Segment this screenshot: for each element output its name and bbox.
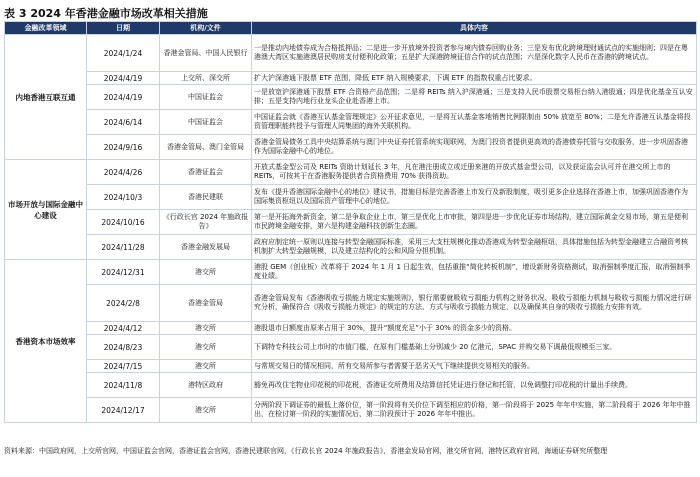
date-cell: 2024/11/8 xyxy=(87,373,160,398)
institution-cell: 香港金融发展局 xyxy=(160,235,252,260)
date-cell: 2024/8/23 xyxy=(87,335,160,360)
header-date: 日期 xyxy=(87,22,160,35)
date-cell: 2024/12/17 xyxy=(87,398,160,423)
institution-cell: 港交所 xyxy=(160,322,252,335)
content-cell: 中国证监会就《香港互认基金管理规定》公开征求意见，一是将互认基金客地销售比例限制由 50% 放宽至 80%；二是允许香港互认基金将投资管理职能转授予与管理人同集团的海外关联机构。 xyxy=(252,110,697,135)
date-cell: 2024/11/28 xyxy=(87,235,160,260)
institution-cell: 港交所 xyxy=(160,260,252,285)
institution-cell: 香港金管局、澳门金管局 xyxy=(160,135,252,160)
institution-cell: 中国证监会 xyxy=(160,110,252,135)
institution-cell: 中国证监会 xyxy=(160,85,252,110)
institution-cell: 港交所 xyxy=(160,398,252,423)
institution-cell: 香港金管局、中国人民银行 xyxy=(160,35,252,72)
date-cell: 2024/10/3 xyxy=(87,185,160,210)
institution-cell: 港交所 xyxy=(160,335,252,360)
area-cell: 市场开放与国际金融中心建设 xyxy=(5,160,87,260)
date-cell: 2024/12/31 xyxy=(87,260,160,285)
content-cell: 港股 GEM（创业板）改革将于 2024 年 1 月 1 日起生效，包括重推“简化转板机制”，增设新财务资格测试，取消强制季度汇报，取消强制季度业绩。 xyxy=(252,260,697,285)
content-cell: 第一是开拓海外新资金，第二是争取企业上市，第三是优化上市审批，第四是进一步优化证券市场结构，建立国际黄金交易市场，第五是便利市民跨境金融安排，第六是构建金融科技创新生态圈。 xyxy=(252,210,697,235)
date-cell: 2024/4/12 xyxy=(87,322,160,335)
institution-cell: 上交所、深交所 xyxy=(160,72,252,85)
date-cell: 2024/1/24 xyxy=(87,35,160,72)
institution-cell: 港交所 xyxy=(160,360,252,373)
institution-cell: 港特区政府 xyxy=(160,373,252,398)
table-header-row xyxy=(5,22,697,35)
table-row xyxy=(5,185,697,210)
institution-cell: 《行政长官 2024 年施政报告》 xyxy=(160,210,252,235)
table-title: 表 3 2024 年香港金融市场改革相关措施 xyxy=(4,7,208,20)
reform-measures-table xyxy=(4,21,697,423)
institution-cell: 香港证监会 xyxy=(160,160,252,185)
table-row xyxy=(5,110,697,135)
content-cell: 一是放宽沪深港通下股票 ETF 合资格产品范围；二是将 REITs 纳入沪深港通；三是支持人民币股票交易柜台纳入港股通；四是优化基金互认安排；五是支持内地行业龙头企业赴香港上市。 xyxy=(252,85,697,110)
header-content: 具体内容 xyxy=(252,22,697,35)
content-cell: 香港金管局债务工具中央结算系统与澳门中央证券托管系统实现联网，为澳门投资者提供更高效的香港债券托管与交收服务，进一步巩固香港作为国际金融中心的地位。 xyxy=(252,135,697,160)
area-cell: 香港资本市场效率 xyxy=(5,260,87,423)
institution-cell: 香港金管局 xyxy=(160,285,252,322)
content-cell: 港股退市日额度由原来占用于 30%，提升“额度充足”小于 30% 的资金多少的资格。 xyxy=(252,322,697,335)
date-cell: 2024/6/14 xyxy=(87,110,160,135)
content-cell: 下调特专科技公司上市时的市值门槛，在原有门槛基础上分别减少 20 亿港元，SPAC 并购交易下调最低规模至三家。 xyxy=(252,335,697,360)
date-cell: 2024/7/15 xyxy=(87,360,160,373)
table-row xyxy=(5,335,697,360)
content-cell: 一是推动内地债券成为合格抵押品；二是进一步开放境外投资者参与境内债券回购业务；三是发布优化跨境理财通试点的实施细则；四是在粤港澳大湾区实施港澳居民购房支付便利化政策；五是扩大深港跨境征信合作的试点范围；六是深化数字人民币在香港的跨境试点。 xyxy=(252,35,697,72)
table-row xyxy=(5,260,697,285)
date-cell: 2024/4/26 xyxy=(87,160,160,185)
content-cell: 香港金管局发布《香港吸收亏损能力规定实施规则》，银行需要就吸收亏损能力机构之财务状况、吸收亏损能力机制与吸收亏损能力情况进行研究分析，确保符合《吸收亏损能力规定》的规定的方法、方式与吸收亏损能力规定，以及确保其自身的吸收亏损能力安排有效。 xyxy=(252,285,697,322)
institution-cell: 香港民建联 xyxy=(160,185,252,210)
table-row xyxy=(5,398,697,423)
content-cell: 分两阶段下调证券的最低上落价位，第一阶段将有关价位下调至相应的价格，第一阶段将于 2025 年年中实施，第二阶段将于 2026 年年中推出，在检讨第一阶段的实施情况后，第二阶段预计于 2026 年年中推出。 xyxy=(252,398,697,423)
content-cell: 政府应制定统一原则以连接与转型金融国际标准，采用三大支柱规模化推动香港成为转型金融枢纽，具体措施包括为转型金融建立合融资考核机制扩大转型金融规模，以及建立结构化的公和风险分担机制。 xyxy=(252,235,697,260)
content-cell: 开放式基金型公司及 REITs 资助计划延长 3 年，凡在港注册成立或迁册来港的开放式基金型公司，以及获证监会认可并在港交所上市的 REITs，可按其于在香港服务提供者合资格费用 70% 获得资助。 xyxy=(252,160,697,185)
date-cell: 2024/4/19 xyxy=(87,85,160,110)
table-row xyxy=(5,135,697,160)
table-row xyxy=(5,373,697,398)
table-row xyxy=(5,35,697,72)
table-row xyxy=(5,360,697,373)
header-area: 金融改革领域 xyxy=(5,22,87,35)
area-cell: 内地香港互联互通 xyxy=(5,35,87,160)
table-row xyxy=(5,85,697,110)
table-row xyxy=(5,160,697,185)
content-cell: 豁免再改住宅物业印花税的印花税，香港证交所费用及结算信托凭证进行登记和托管，以免调整打印花税的计量出手续费。 xyxy=(252,373,697,398)
table-row xyxy=(5,235,697,260)
table-row xyxy=(5,285,697,322)
date-cell: 2024/9/16 xyxy=(87,135,160,160)
date-cell: 2024/2/8 xyxy=(87,285,160,322)
content-cell: 扩大沪深港通下股票 ETF 范围，降低 ETF 纳入规模要求，下调 ETF 的指数权重占比要求。 xyxy=(252,72,697,85)
content-cell: 发布《提升香港国际金融中心的地位》建议书，措施目标是完善香港上市发行及新股制度，吸引更多企业选择在香港上市，加强巩固香港作为国际集资枢纽以及国际资产管理中心的地位。 xyxy=(252,185,697,210)
date-cell: 2024/10/16 xyxy=(87,210,160,235)
date-cell: 2024/4/19 xyxy=(87,72,160,85)
table-row xyxy=(5,322,697,335)
source-note: 资料来源：中国政府网，上交所官网，中国证监会官网，香港证监会官网，香港民建联官网，《行政长官 2024 年施政报告》，香港金发局官网，港交所官网，港特区政府官网，海通证券研究所整理 xyxy=(4,447,608,455)
table-row xyxy=(5,210,697,235)
content-cell: 与常规交易日的情况相同，所有交易所参与者需要于恶劣天气下继续提供交易相关的服务。 xyxy=(252,360,697,373)
header-institution: 机构/文件 xyxy=(160,22,252,35)
table-row xyxy=(5,72,697,85)
